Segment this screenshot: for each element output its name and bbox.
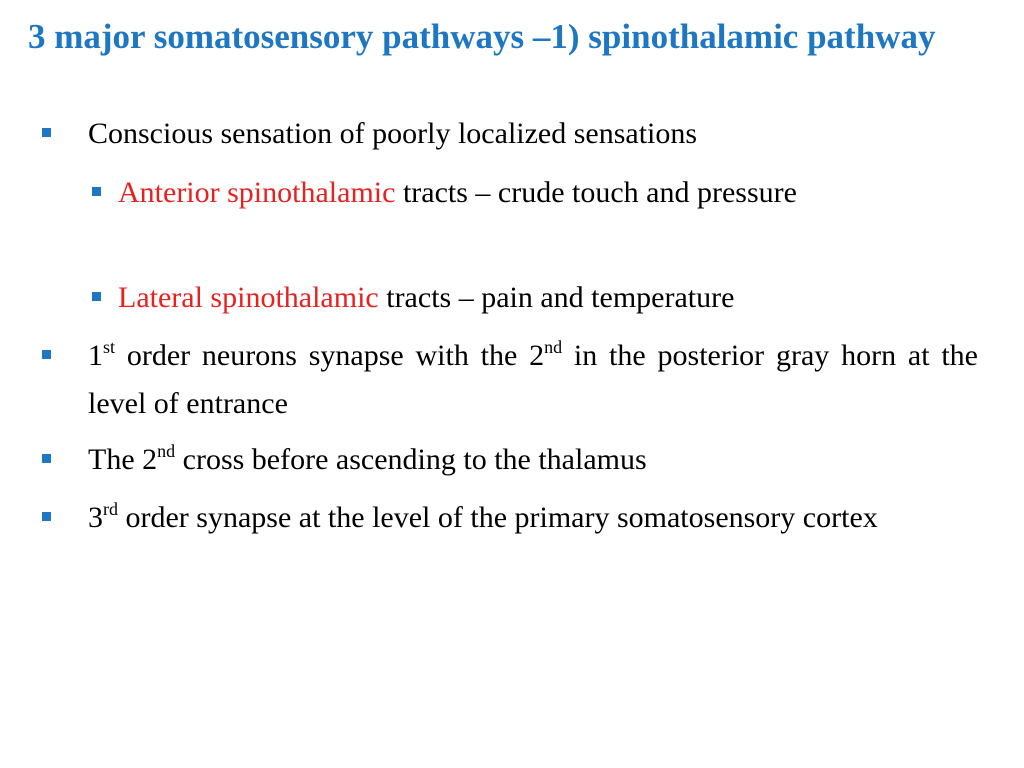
square-bullet-icon [92, 187, 101, 196]
square-bullet-icon [92, 292, 101, 301]
bullet-text: 3 [88, 501, 103, 534]
superscript: st [103, 337, 116, 357]
bullet-text: cross before ascending to the thalamus [175, 443, 647, 476]
bullet-text: tracts – crude touch and pressure [395, 176, 797, 209]
bullet-text: order neurons synapse with the 2 [115, 339, 545, 372]
square-bullet-icon [42, 128, 51, 137]
highlight-text: Anterior spinothalamic [118, 176, 396, 209]
bullet-first-order-neurons [88, 332, 978, 428]
superscript: nd [157, 441, 176, 461]
square-bullet-icon [42, 454, 51, 463]
bullet-second-order-cross [88, 436, 978, 484]
bullet-text: order synapse at the level of the primary somatosensory cortex [118, 501, 878, 534]
slide-title: 3 major somatosensory pathways –1) spinothalamic pathway [28, 17, 936, 56]
bullet-conscious-sensation [88, 110, 978, 158]
bullet-text: tracts – pain and temperature [378, 281, 735, 314]
bullet-text: 1 [88, 339, 103, 372]
square-bullet-icon [42, 512, 51, 521]
highlight-text: Lateral spinothalamic [118, 281, 379, 314]
superscript: rd [103, 499, 118, 519]
square-bullet-icon [42, 350, 51, 359]
bullet-text: The 2 [88, 443, 158, 476]
bullet-text: in the posterior gray horn at the level of entrance [88, 339, 978, 420]
bullet-third-order-synapse [88, 494, 978, 542]
bullet-text: Conscious sensation of poorly localized sensations [88, 117, 698, 150]
sub-bullet-anterior-spinothalamic [118, 169, 978, 217]
superscript: nd [544, 337, 563, 357]
sub-bullet-lateral-spinothalamic [118, 274, 978, 322]
